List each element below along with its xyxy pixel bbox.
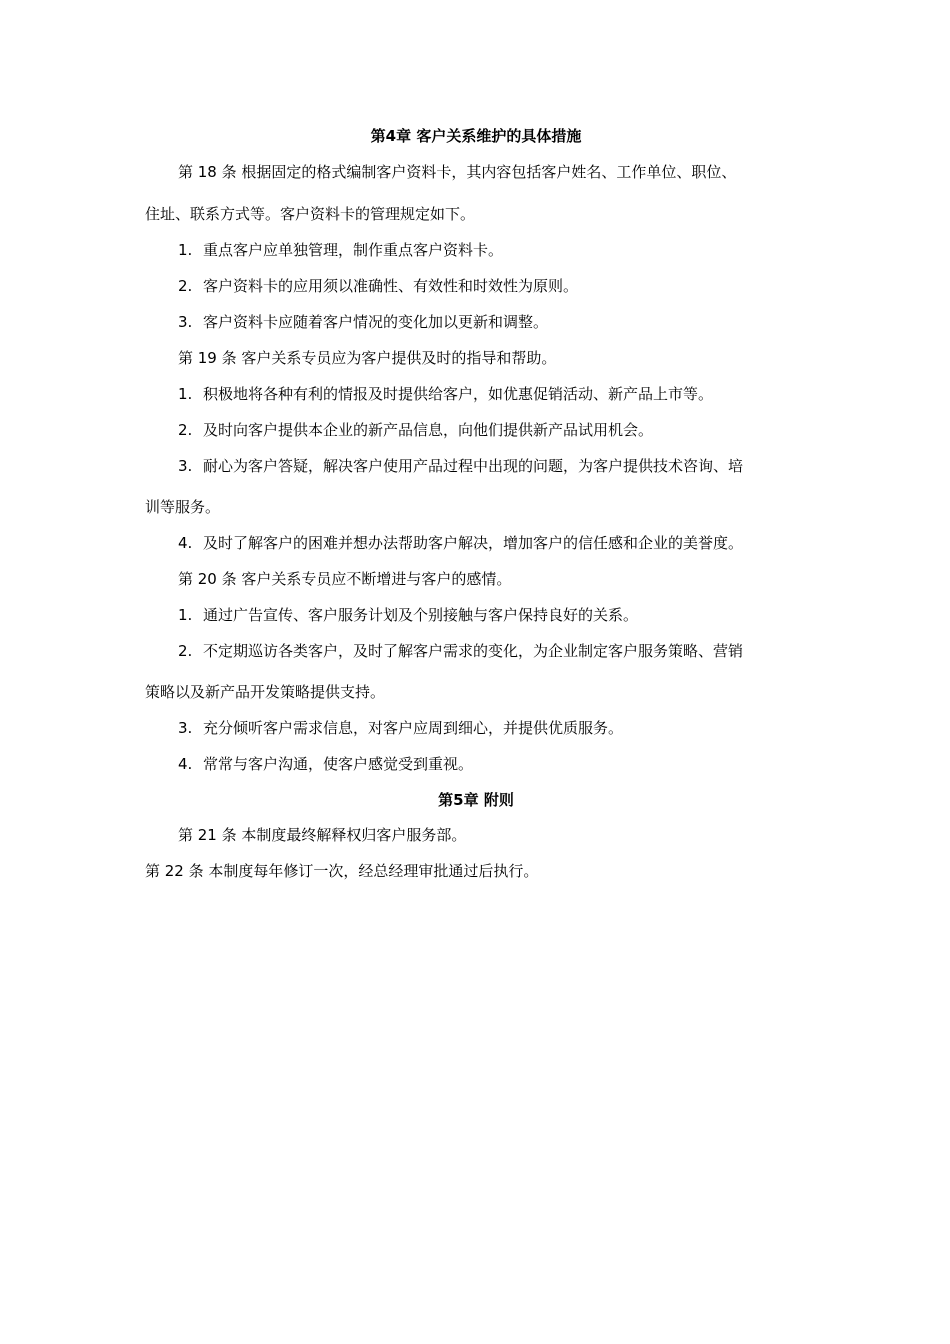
list-item-continuation: 策略以及新产品开发策略提供支持。 xyxy=(145,683,386,701)
list-item-text: 充分倾听客户需求信息，对客户应周到细心，并提供优质服务。 xyxy=(203,719,624,737)
list-item-number: 1. xyxy=(178,606,193,624)
list-item-number: 3. xyxy=(178,457,193,475)
list-item-number: 2. xyxy=(178,421,193,439)
list-item-continuation: 训等服务。 xyxy=(145,498,221,516)
list-item-number: 1. xyxy=(178,241,193,259)
list-item xyxy=(178,718,623,738)
list-item xyxy=(178,754,473,774)
list-item xyxy=(178,276,578,296)
list-item-text: 及时向客户提供本企业的新产品信息，向他们提供新产品试用机会。 xyxy=(203,421,654,439)
article-19-text: 第 19 条 客户关系专员应为客户提供及时的指导和帮助。 xyxy=(178,349,557,367)
list-item xyxy=(178,605,638,625)
list-item-number: 4. xyxy=(178,534,193,552)
list-item-number: 2. xyxy=(178,277,193,295)
chapter-4-title: 第4章 客户关系维护的具体措施 xyxy=(370,127,582,145)
list-item-number: 2. xyxy=(178,642,193,660)
list-item xyxy=(178,384,713,404)
list-item-text: 重点客户应单独管理，制作重点客户资料卡。 xyxy=(203,241,504,259)
list-item-text: 不定期巡访各类客户，及时了解客户需求的变化，为企业制定客户服务策略、营销 xyxy=(203,642,744,660)
list-item xyxy=(178,240,503,260)
list-item-number: 4. xyxy=(178,755,193,773)
list-item xyxy=(178,456,743,476)
list-item xyxy=(178,312,548,332)
list-item-number: 3. xyxy=(178,313,193,331)
list-item xyxy=(178,420,653,440)
article-22-text: 第 22 条 本制度每年修订一次，经总经理审批通过后执行。 xyxy=(145,862,539,880)
article-18-continuation: 住址、联系方式等。客户资料卡的管理规定如下。 xyxy=(145,205,476,223)
list-item-text: 及时了解客户的困难并想办法帮助客户解决，增加客户的信任感和企业的美誉度。 xyxy=(203,534,744,552)
chapter-5-title: 第5章 附则 xyxy=(438,791,514,809)
article-18-text: 第 18 条 根据固定的格式编制客户资料卡，其内容包括客户姓名、工作单位、职位、 xyxy=(178,163,737,181)
list-item-number: 3. xyxy=(178,719,193,737)
list-item-text: 客户资料卡的应用须以准确性、有效性和时效性为原则。 xyxy=(203,277,579,295)
article-20-text: 第 20 条 客户关系专员应不断增进与客户的感情。 xyxy=(178,570,512,588)
list-item xyxy=(178,641,743,661)
list-item-text: 常常与客户沟通，使客户感觉受到重视。 xyxy=(203,755,474,773)
list-item-text: 客户资料卡应随着客户情况的变化加以更新和调整。 xyxy=(203,313,549,331)
list-item-number: 1. xyxy=(178,385,193,403)
list-item xyxy=(178,533,743,553)
list-item-text: 积极地将各种有利的情报及时提供给客户，如优惠促销活动、新产品上市等。 xyxy=(203,385,714,403)
list-item-text: 通过广告宣传、客户服务计划及个别接触与客户保持良好的关系。 xyxy=(203,606,639,624)
list-item-text: 耐心为客户答疑，解决客户使用产品过程中出现的问题，为客户提供技术咨询、培 xyxy=(203,457,744,475)
article-21-text: 第 21 条 本制度最终解释权归客户服务部。 xyxy=(178,826,467,844)
